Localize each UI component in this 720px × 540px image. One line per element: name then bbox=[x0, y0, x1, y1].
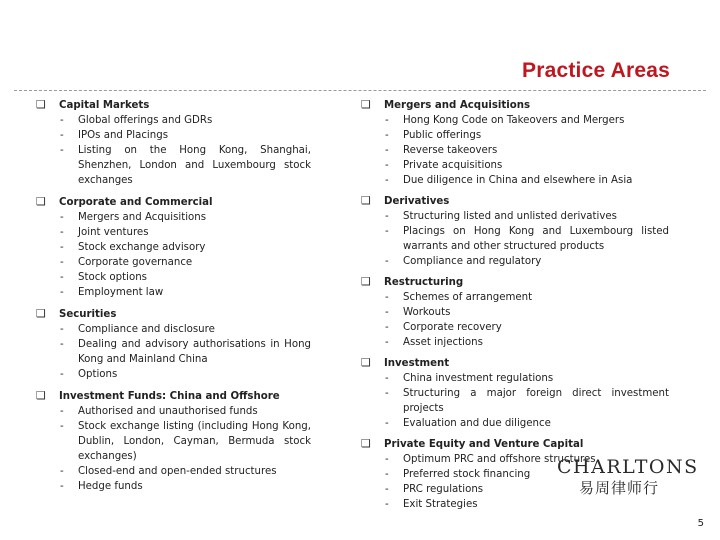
list-item-text: PRC regulations bbox=[403, 484, 484, 495]
practice-section bbox=[359, 356, 669, 431]
section-bullet-icon: ❑ bbox=[361, 437, 371, 450]
list-item-text: Dealing and advisory authorisations in Hong Kong and Mainland China bbox=[78, 339, 311, 365]
list-item bbox=[384, 254, 669, 269]
section-title: Corporate and Commercial bbox=[59, 197, 213, 208]
list-item-text: Workouts bbox=[403, 307, 451, 318]
dash-marker: - bbox=[60, 406, 64, 417]
list-item-text: Evaluation and due diligence bbox=[403, 418, 551, 429]
section-bullet-icon: ❑ bbox=[361, 275, 371, 288]
page-title: Practice Areas bbox=[522, 59, 670, 82]
list-item bbox=[384, 209, 669, 224]
list-item bbox=[59, 479, 311, 494]
dash-marker: - bbox=[385, 160, 389, 171]
practice-section bbox=[34, 389, 311, 494]
list-item bbox=[59, 270, 311, 285]
section-title: Capital Markets bbox=[59, 100, 150, 111]
list-item bbox=[59, 404, 311, 419]
section-title: Derivatives bbox=[384, 196, 450, 207]
practice-section bbox=[34, 195, 311, 300]
list-item-text: Placings on Hong Kong and Luxembourg listed warrants and other structured products bbox=[403, 226, 669, 252]
list-item bbox=[59, 113, 311, 128]
list-item-text: Asset injections bbox=[403, 337, 483, 348]
section-bullet-icon: ❑ bbox=[361, 356, 371, 369]
list-item-text: Compliance and regulatory bbox=[403, 256, 542, 267]
list-item-text: Reverse takeovers bbox=[403, 145, 498, 156]
list-item bbox=[384, 224, 669, 254]
dash-marker: - bbox=[385, 499, 389, 510]
list-item bbox=[384, 371, 669, 386]
list-item bbox=[384, 173, 669, 188]
section-bullet-icon: ❑ bbox=[36, 98, 46, 111]
dash-marker: - bbox=[60, 115, 64, 126]
dash-marker: - bbox=[60, 272, 64, 283]
list-item-text: Listing on the Hong Kong, Shanghai, Shenzhen, London and Luxembourg stock exchanges bbox=[78, 145, 311, 186]
dash-marker: - bbox=[385, 115, 389, 126]
dash-marker: - bbox=[385, 388, 389, 399]
list-item-text: Preferred stock financing bbox=[403, 469, 531, 480]
section-item-list bbox=[59, 322, 311, 382]
section-title: Investment bbox=[384, 358, 450, 369]
list-item-text: Schemes of arrangement bbox=[403, 292, 533, 303]
list-item bbox=[59, 285, 311, 300]
dash-marker: - bbox=[385, 256, 389, 267]
dash-marker: - bbox=[385, 322, 389, 333]
section-item-list bbox=[384, 113, 669, 188]
logo-chinese: 易周律师行 bbox=[578, 479, 659, 497]
list-item bbox=[59, 419, 311, 464]
section-title: Investment Funds: China and Offshore bbox=[59, 391, 280, 402]
list-item-text: Options bbox=[78, 369, 118, 380]
list-item-text: Due diligence in China and elsewhere in Asia bbox=[403, 175, 633, 186]
dash-marker: - bbox=[385, 454, 389, 465]
title-divider bbox=[14, 90, 706, 91]
list-item-text: Structuring listed and unlisted derivatives bbox=[403, 211, 617, 222]
list-item bbox=[59, 143, 311, 188]
list-item bbox=[384, 320, 669, 335]
list-item-text: Public offerings bbox=[403, 130, 482, 141]
practice-section bbox=[359, 98, 669, 188]
section-bullet-icon: ❑ bbox=[361, 98, 371, 111]
section-item-list bbox=[59, 404, 311, 494]
dash-marker: - bbox=[385, 211, 389, 222]
practice-section bbox=[359, 275, 669, 350]
section-bullet-icon: ❑ bbox=[36, 195, 46, 208]
dash-marker: - bbox=[60, 481, 64, 492]
left-column bbox=[34, 98, 311, 494]
practice-section bbox=[359, 194, 669, 269]
dash-marker: - bbox=[60, 287, 64, 298]
list-item bbox=[384, 143, 669, 158]
dash-marker: - bbox=[385, 469, 389, 480]
charltons-logo bbox=[557, 456, 699, 498]
list-item-text: Exit Strategies bbox=[403, 499, 478, 510]
list-item bbox=[59, 322, 311, 337]
dash-marker: - bbox=[60, 421, 64, 432]
dash-marker: - bbox=[385, 484, 389, 495]
list-item-text: Optimum PRC and offshore structures bbox=[403, 454, 596, 465]
section-title: Private Equity and Venture Capital bbox=[384, 439, 584, 450]
list-item bbox=[384, 128, 669, 143]
dash-marker: - bbox=[385, 226, 389, 237]
list-item-text: IPOs and Placings bbox=[78, 130, 168, 141]
list-item-text: Compliance and disclosure bbox=[78, 324, 215, 335]
list-item bbox=[384, 158, 669, 173]
list-item-text: Corporate recovery bbox=[403, 322, 502, 333]
dash-marker: - bbox=[60, 369, 64, 380]
list-item-text: Mergers and Acquisitions bbox=[78, 212, 207, 223]
dash-marker: - bbox=[60, 212, 64, 223]
dash-marker: - bbox=[385, 130, 389, 141]
dash-marker: - bbox=[385, 337, 389, 348]
list-item bbox=[59, 255, 311, 270]
right-column bbox=[359, 98, 669, 512]
list-item bbox=[384, 416, 669, 431]
section-title: Securities bbox=[59, 309, 117, 320]
section-bullet-icon: ❑ bbox=[36, 389, 46, 402]
dash-marker: - bbox=[60, 324, 64, 335]
list-item-text: Employment law bbox=[78, 287, 164, 298]
list-item bbox=[384, 290, 669, 305]
dash-marker: - bbox=[60, 130, 64, 141]
list-item bbox=[59, 225, 311, 240]
list-item bbox=[384, 305, 669, 320]
list-item-text: Private acquisitions bbox=[403, 160, 503, 171]
list-item bbox=[384, 497, 669, 512]
dash-marker: - bbox=[60, 466, 64, 477]
dash-marker: - bbox=[385, 307, 389, 318]
logo-english: CHARLTONS bbox=[557, 456, 699, 478]
list-item-text: Hedge funds bbox=[78, 481, 143, 492]
dash-marker: - bbox=[385, 418, 389, 429]
list-item-text: Structuring a major foreign direct investment projects bbox=[403, 388, 669, 414]
list-item-text: Stock exchange advisory bbox=[78, 242, 206, 253]
section-title: Mergers and Acquisitions bbox=[384, 100, 531, 111]
section-item-list bbox=[384, 371, 669, 431]
list-item-text: Corporate governance bbox=[78, 257, 193, 268]
list-item bbox=[384, 335, 669, 350]
dash-marker: - bbox=[385, 292, 389, 303]
list-item-text: Stock exchange listing (including Hong Kong, Dublin, London, Cayman, Bermuda stock exchanges) bbox=[78, 421, 311, 462]
dash-marker: - bbox=[60, 145, 64, 156]
page-number: 5 bbox=[697, 518, 704, 529]
section-bullet-icon: ❑ bbox=[36, 307, 46, 320]
list-item bbox=[59, 128, 311, 143]
list-item bbox=[59, 464, 311, 479]
dash-marker: - bbox=[60, 339, 64, 350]
list-item bbox=[384, 386, 669, 416]
section-title: Restructuring bbox=[384, 277, 464, 288]
dash-marker: - bbox=[60, 227, 64, 238]
dash-marker: - bbox=[60, 257, 64, 268]
practice-section bbox=[34, 98, 311, 188]
dash-marker: - bbox=[60, 242, 64, 253]
list-item-text: Closed-end and open-ended structures bbox=[78, 466, 277, 477]
dash-marker: - bbox=[385, 373, 389, 384]
section-item-list bbox=[59, 210, 311, 300]
section-item-list bbox=[384, 290, 669, 350]
list-item-text: Joint ventures bbox=[78, 227, 149, 238]
list-item bbox=[59, 337, 311, 367]
practice-section bbox=[34, 307, 311, 382]
section-item-list bbox=[59, 113, 311, 188]
section-bullet-icon: ❑ bbox=[361, 194, 371, 207]
list-item bbox=[59, 367, 311, 382]
dash-marker: - bbox=[385, 175, 389, 186]
list-item-text: Global offerings and GDRs bbox=[78, 115, 213, 126]
list-item-text: Hong Kong Code on Takeovers and Mergers bbox=[403, 115, 625, 126]
section-item-list bbox=[384, 209, 669, 269]
list-item bbox=[384, 113, 669, 128]
list-item bbox=[59, 210, 311, 225]
dash-marker: - bbox=[385, 145, 389, 156]
list-item-text: Authorised and unauthorised funds bbox=[78, 406, 258, 417]
list-item-text: China investment regulations bbox=[403, 373, 554, 384]
list-item bbox=[59, 240, 311, 255]
list-item-text: Stock options bbox=[78, 272, 147, 283]
